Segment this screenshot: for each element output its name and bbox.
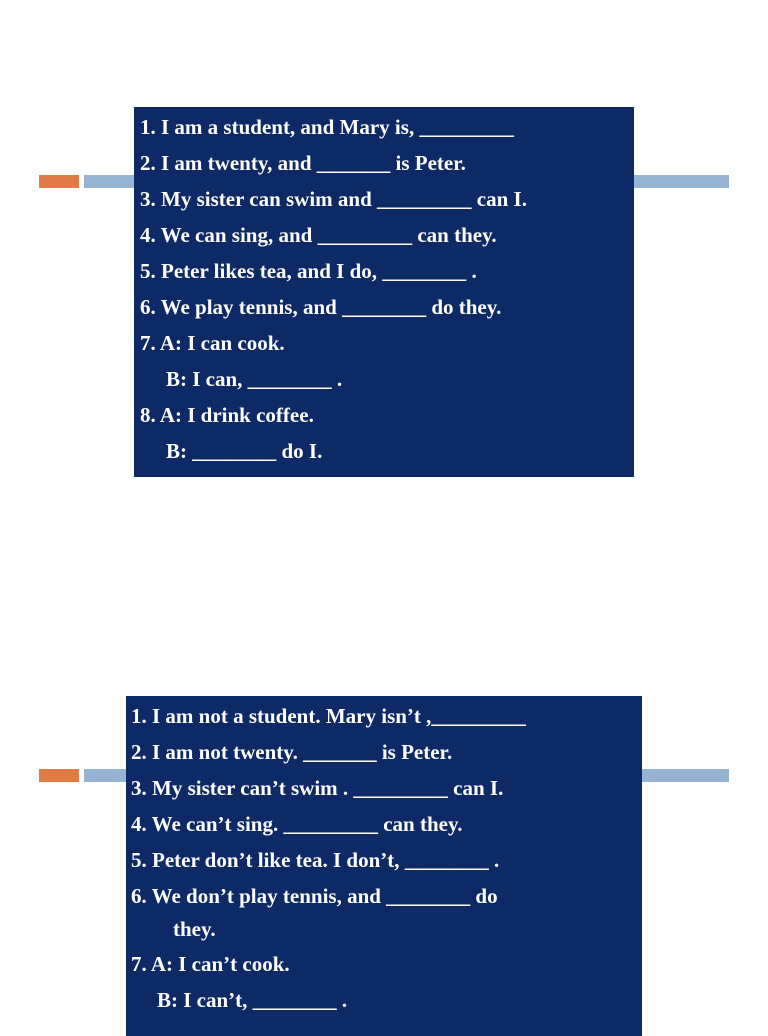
exercise-line-3: 3. My sister can swim and _________ can I. — [140, 187, 527, 211]
exercise-line-6-continued: they. — [173, 917, 216, 941]
exercise-line-4: 4. We can’t sing. _________ can they. — [131, 812, 463, 836]
exercise-line-8b: B: ________ do I. — [166, 439, 323, 463]
exercise-line-2: 2. I am not twenty. _______ is Peter. — [131, 740, 453, 764]
exercise-line-6: 6. We don’t play tennis, and ________ do — [131, 884, 498, 908]
exercise-line-7b: B: I can’t, ________ . — [157, 988, 348, 1012]
exercise-line-2: 2. I am twenty, and _______ is Peter. — [140, 151, 466, 175]
accent-bar-blue-right — [634, 175, 729, 188]
slide-1 — [0, 0, 768, 512]
exercise-line-1: 1. I am not a student. Mary isn’t ,_________ — [131, 704, 526, 728]
slide-2 — [0, 512, 768, 1024]
exercise-line-1: 1. I am a student, and Mary is, _________ — [140, 115, 514, 139]
accent-bar-blue-right — [642, 769, 729, 782]
accent-bar-orange — [39, 175, 79, 188]
exercise-line-8a: 8. A: I drink coffee. — [140, 403, 314, 427]
accent-bar-orange — [39, 769, 79, 782]
exercise-line-5: 5. Peter likes tea, and I do, ________ . — [140, 259, 477, 283]
exercise-box — [126, 696, 642, 1036]
exercise-line-7a: 7. A: I can cook. — [140, 331, 285, 355]
exercise-box — [134, 107, 634, 477]
exercise-line-6: 6. We play tennis, and ________ do they. — [140, 295, 502, 319]
exercise-line-5: 5. Peter don’t like tea. I don’t, ________ . — [131, 848, 500, 872]
exercise-line-4: 4. We can sing, and _________ can they. — [140, 223, 497, 247]
exercise-line-7b: B: I can, ________ . — [166, 367, 343, 391]
exercise-line-3: 3. My sister can’t swim . _________ can I. — [131, 776, 504, 800]
exercise-line-7a: 7. A: I can’t cook. — [131, 952, 290, 976]
